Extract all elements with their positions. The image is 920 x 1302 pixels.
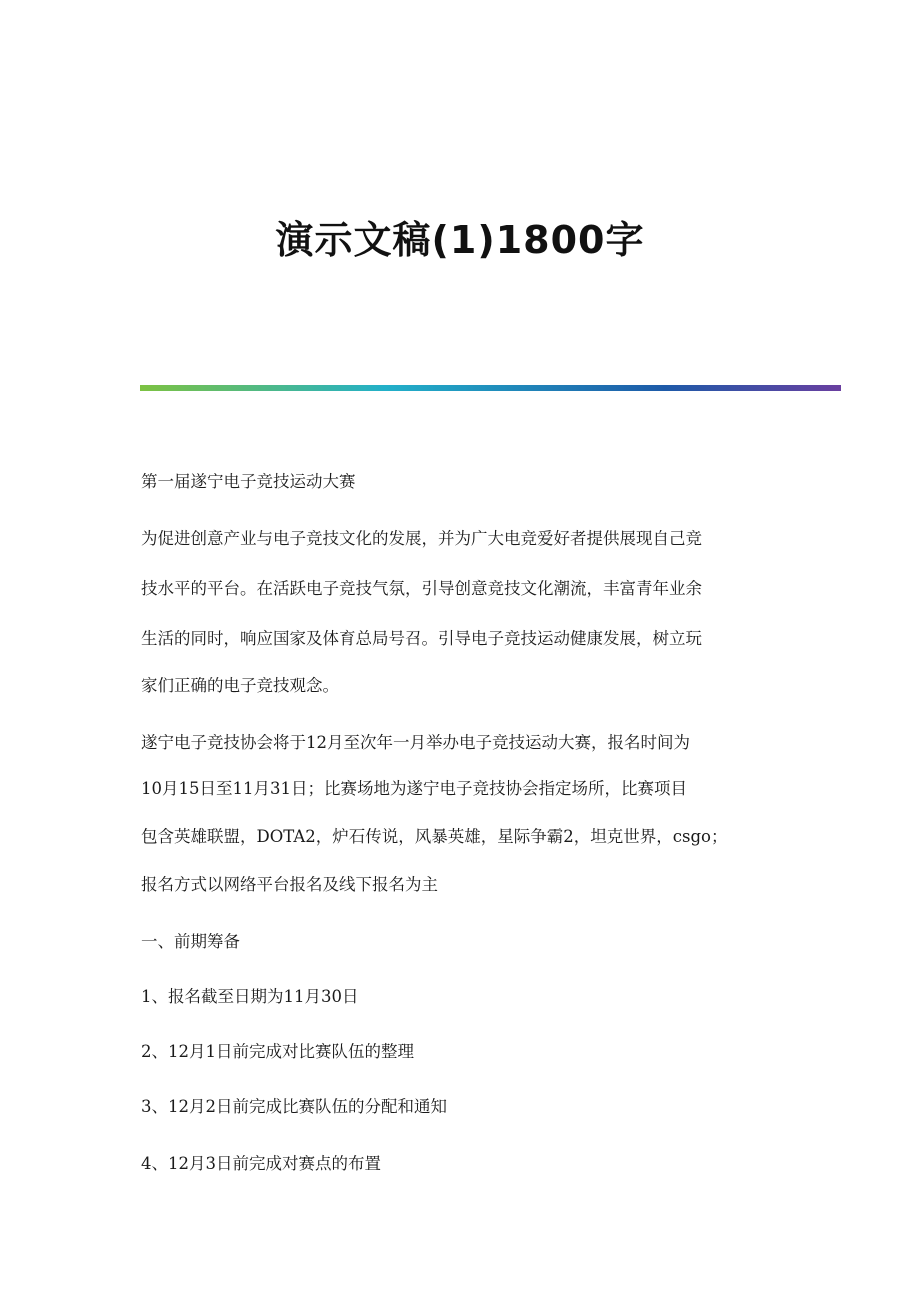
list-item: 4、12月3日前完成对赛点的布置 [141, 1154, 381, 1173]
paragraph-line: 10月15日至11月31日；比赛场地为遂宁电子竞技协会指定场所，比赛项目 [141, 779, 687, 798]
paragraph-line: 报名方式以网络平台报名及线下报名为主 [141, 875, 438, 894]
paragraph-line: 生活的同时，响应国家及体育总局号召。引导电子竞技运动健康发展，树立玩 [141, 629, 702, 648]
section-heading: 第一届遂宁电子竞技运动大赛 [141, 472, 356, 491]
paragraph-line: 技水平的平台。在活跃电子竞技气氛，引导创意竞技文化潮流，丰富青年业余 [141, 579, 702, 598]
list-item: 2、12月1日前完成对比赛队伍的整理 [141, 1042, 414, 1061]
list-item: 3、12月2日前完成比赛队伍的分配和通知 [141, 1097, 447, 1116]
document-title: 演示文稿(1)1800字 [275, 218, 645, 262]
paragraph-line: 家们正确的电子竞技观念。 [141, 676, 339, 695]
section-heading: 一、前期筹备 [141, 932, 240, 951]
paragraph-line: 为促进创意产业与电子竞技文化的发展，并为广大电竞爱好者提供展现自己竞 [141, 529, 702, 548]
title-divider [140, 385, 841, 391]
list-item: 1、报名截至日期为11月30日 [141, 987, 359, 1006]
paragraph-line: 遂宁电子竞技协会将于12月至次年一月举办电子竞技运动大赛，报名时间为 [141, 733, 690, 752]
paragraph-line: 包含英雄联盟，DOTA2，炉石传说，风暴英雄，星际争霸2，坦克世界，csgo； [141, 827, 728, 846]
